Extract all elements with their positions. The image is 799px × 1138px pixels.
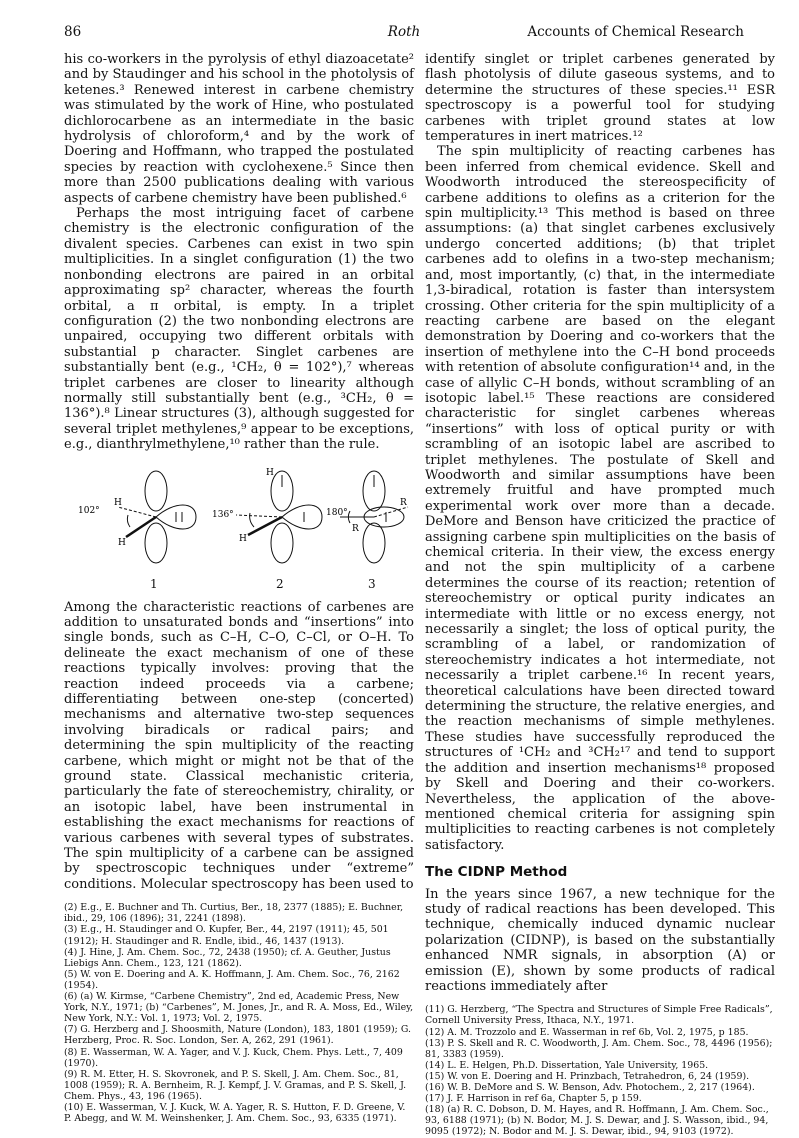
footnote: (13) P. S. Skell and R. C. Woodworth, J. Am. Chem. Soc., 78, 4496 (1956); 81, 3383 (1959). [425, 1037, 773, 1060]
page-header [64, 24, 744, 44]
bond-line [236, 515, 282, 517]
p-orbital-lobe [363, 523, 385, 563]
page-number: 86 [64, 24, 82, 40]
p-orbital-lobe [271, 523, 293, 563]
footnote: (9) R. M. Etter, H. S. Skovronek, and P. S. Skell, J. Am. Chem. Soc., 81, 1008 (1959); R. A. Bernheim, R. J. Kempf, J. V. Gramas, and P. S. Skell, J. Chem. Phys., 43, 196 (1965). [64, 1068, 407, 1102]
footnote: (6) (a) W. Kirmse, “Carbene Chemistry”, 2nd ed, Academic Press, New York, N.Y., 1971; (b) “Carbenes”, M. Jones, Jr., and R. A. Moss, Ed., Wiley, New York, N.Y.: Vol. 1, 1973; Vol. 2, 1975. [64, 991, 414, 1025]
footnotes [64, 902, 414, 1124]
angle-arc [127, 515, 130, 527]
paragraph: Among the characteristic reactions of carbenes are addition to unsaturated bonds and “insertions” into single bonds, such as C–H, C–O, C–Cl, or O–H. To delineate the exact mechanism of one of these reactions typically involves: proving that the reaction indeed proceeds via a carbene; differentiating between one-step (concerted) mechanisms and alternative two-step sequences involving biradicals or radical pairs; and determining the spin multiplicity of the reacting carbene, which might or might not be that of the ground state. Classical mechanistic criteria, particularly the fate of stereochemistry, chirality, or an isotopic label, have been instrumental in establishing the exact mechanisms for reactions of various carbenes with several types of substrates. The spin multiplicity of a carbene can be assigned by spectroscopic techniques under “extreme” conditions. Molecular spectroscopy has been used to [64, 599, 414, 892]
section-heading: The CIDNP Method [425, 864, 568, 881]
footnote: (5) W. von E. Doering and A. K. Hoffmann, J. Am. Chem. Soc., 76, 2162 (1954). [64, 968, 400, 991]
structure-number: 1 [150, 576, 158, 591]
hydrogen-label: H [114, 497, 122, 508]
hydrogen-label: H [266, 467, 274, 478]
paragraph: In the years since 1967, a new technique for the study of radical reactions has been developed. This technique, chemically induced dynamic nuclear polarization (CIDNP), is based on the substantially enhanced NMR signals, in absorption (A) or emission (E), shown by some products of radical reactions immediately after [425, 886, 775, 994]
right-column [425, 52, 775, 1138]
carbene-structures-figure [64, 461, 414, 596]
footnote: (12) A. M. Trozzolo and E. Wasserman in ref 6b, Vol. 2, 1975, p 185. [425, 1026, 749, 1038]
footnote: (11) G. Herzberg, “The Spectra and Structures of Simple Free Radicals”, Cornell University Press, Ithaca, N.Y., 1971. [425, 1004, 773, 1027]
paragraph: his co-workers in the pyrolysis of ethyl diazoacetate² and by Staudinger and his school in the photolysis of ketenes.³ Renewed interest in carbene chemistry was stimulated by the work of Hine, who postulated dichlorocarbene as an intermediate in the basic hydrolysis of chloroform,⁴ and by the work of Doering and Hoffmann, who trapped the postulated species by reaction with cyclohexene.⁵ Since then more than 2500 publications dealing with various aspects of carbene chemistry have been published.⁶ [64, 52, 414, 206]
running-author: Roth [387, 24, 421, 40]
sp-orbital [282, 505, 322, 529]
journal-name: Accounts of Chemical Research [527, 24, 744, 40]
footnotes [425, 1004, 775, 1137]
left-column [64, 52, 414, 1124]
footnote: (4) J. Hine, J. Am. Chem. Soc., 72, 2438 (1950); cf. A. Geuther, Justus Liebigs Ann. Chem., 123, 121 (1862). [64, 946, 391, 969]
bond-angle-label: 102° [78, 505, 100, 516]
footnote: (2) E.g., E. Buchner and Th. Curtius, Ber., 18, 2377 (1885); E. Buchner, ibid., 29, 106 (1896); 31, 2241 (1898). [64, 902, 404, 925]
p-orbital-lobe [145, 471, 167, 511]
hydrogen-label: H [118, 537, 126, 548]
carbene-orbital-diagram [64, 461, 414, 579]
footnote: (8) E. Wasserman, W. A. Yager, and V. J. Kuck, Chem. Phys. Lett., 7, 409 (1970). [64, 1046, 403, 1069]
paragraph: The spin multiplicity of reacting carbenes has been inferred from chemical evidence. Skell and Woodworth introduced the stereospecificity of carbene additions to olefins as a criterion for the spin multiplicity.¹³ This method is based on three assumptions: (a) that singlet carbenes exclusively undergo concerted additions; (b) that triplet carbenes add to olefins in a two-step mechanism; and, most importantly, (c) that, in the intermediate 1,3-biradical, rotation is faster than intersystem crossing. Other criteria for the spin multiplicity of a reacting carbene are based on the elegant demonstration by Doering and co-workers that the insertion of methylene into the C–H bond proceeds with retention of absolute configuration¹⁴ and, in the case of allylic C–H bonds, without scrambling of an isotopic label.¹⁵ These reactions are considered characteristic for singlet carbenes whereas “insertions” with loss of optical purity or with scrambling of an isotopic label are ascribed to triplet methylenes. The postulate of Skell and Woodworth and similar assumptions have been extremely fruitful and have prompted much experimental work over more than a decade. DeMore and Benson have criticized the practice of assigning carbene spin multiplicities on the basis of chemical criteria. In their view, the excess energy and not the spin multiplicity of a carbene determines the course of its reaction; retention of stereochemistry or optical purity indicates an intermediate with little or no excess energy, not necessarily a singlet; the loss of optical purity, the scrambling of a label, or randomization of stereochemistry indicates a hot intermediate, not necessarily a triplet carbene.¹⁶ In recent years, theoretical calculations have been directed toward determining the structure, the relative energies, and the reaction mechanisms of simple methylenes. These studies have successfully reproduced the structures of ¹CH₂ and ³CH₂¹⁷ and tend to support the addition and insertion mechanisms¹⁸ proposed by Skell and Doering and their co-workers. Nevertheless, the application of the above-mentioned chemical criteria for assigning spin multiplicities to reacting carbenes is not completely satisfactory. [425, 144, 775, 853]
footnote: (16) W. B. DeMore and S. W. Benson, Adv. Photochem., 2, 217 (1964). [425, 1082, 755, 1094]
bond-angle-label: 180° [326, 507, 348, 518]
footnote: (10) E. Wasserman, V. J. Kuck, W. A. Yager, R. S. Hutton, F. D. Greene, V. P. Abegg, and W. M. Weinshenker, J. Am. Chem. Soc., 93, 6335 (1971). [64, 1101, 406, 1125]
bond-line [126, 517, 156, 537]
structure-number: 3 [368, 576, 376, 591]
paragraph: identify singlet or triplet carbenes generated by flash photolysis of dilute gaseous systems, and to determine the structures of these species.¹¹ ESR spectroscopy is a powerful tool for studying carbenes with triplet ground states at low temperatures in inert matrices.¹² [425, 52, 775, 145]
footnote: (14) L. E. Helgen, Ph.D. Dissertation, Yale University, 1965. [425, 1059, 709, 1071]
bond-angle-label: 136° [212, 509, 234, 520]
p-orbital-lobe [145, 523, 167, 563]
footnote: (7) G. Herzberg and J. Shoosmith, Nature (London), 183, 1801 (1959); G. Herzberg, Proc. R. Soc. London, Ser. A, 262, 291 (1961). [64, 1024, 411, 1047]
footnote: (3) E.g., H. Staudinger and O. Kupfer, Ber., 44, 2197 (1911); 45, 501 (1912); H. Staudinger and R. Endle, ibid., 46, 1437 (1913). [64, 924, 389, 947]
hydrogen-label: H [239, 533, 247, 544]
substituent-label: R [400, 497, 407, 508]
structure-number: 2 [276, 576, 284, 591]
substituent-label: R [352, 523, 359, 534]
angle-arc [250, 513, 254, 527]
footnote: (18) (a) R. C. Dobson, D. M. Hayes, and R. Hoffmann, J. Am. Chem. Soc., 93, 6188 (1971); (b) N. Bodor, M. J. S. Dewar, and J. S. Wasson, ibid., 94, 9095 (1972); N. Bodor and M. J. S. Dewar, ibid., 94, 9103 (1972). [425, 1104, 769, 1138]
footnote: (17) J. F. Harrison in ref 6a, Chapter 5, p 159. [425, 1093, 642, 1105]
structure-labels [64, 577, 414, 595]
paragraph: Perhaps the most intriguing facet of carbene chemistry is the electronic configuration of the divalent species. Carbenes can exist in two spin multiplicities. In a singlet configuration (1) the two nonbonding electrons are paired in an orbital approximating sp² character, whereas the fourth orbital, a π orbital, is empty. In a triplet configuration (2) the two nonbonding electrons are unpaired, occupying two different orbitals with substantial p character. Singlet carbenes are substantially bent (e.g., ¹CH₂, θ = 102°),⁷ whereas triplet carbenes are closer to linearity although normally still substantially bent (e.g., ³CH₂, θ = 136°).⁸ Linear structures (3), although suggested for several triplet methylenes,⁹ appear to be exceptions, e.g., dianthrylmethylene,¹⁰ rather than the rule. [64, 206, 414, 453]
footnote: (15) W. von E. Doering and H. Prinzbach, Tetrahedron, 6, 24 (1959). [425, 1070, 750, 1082]
